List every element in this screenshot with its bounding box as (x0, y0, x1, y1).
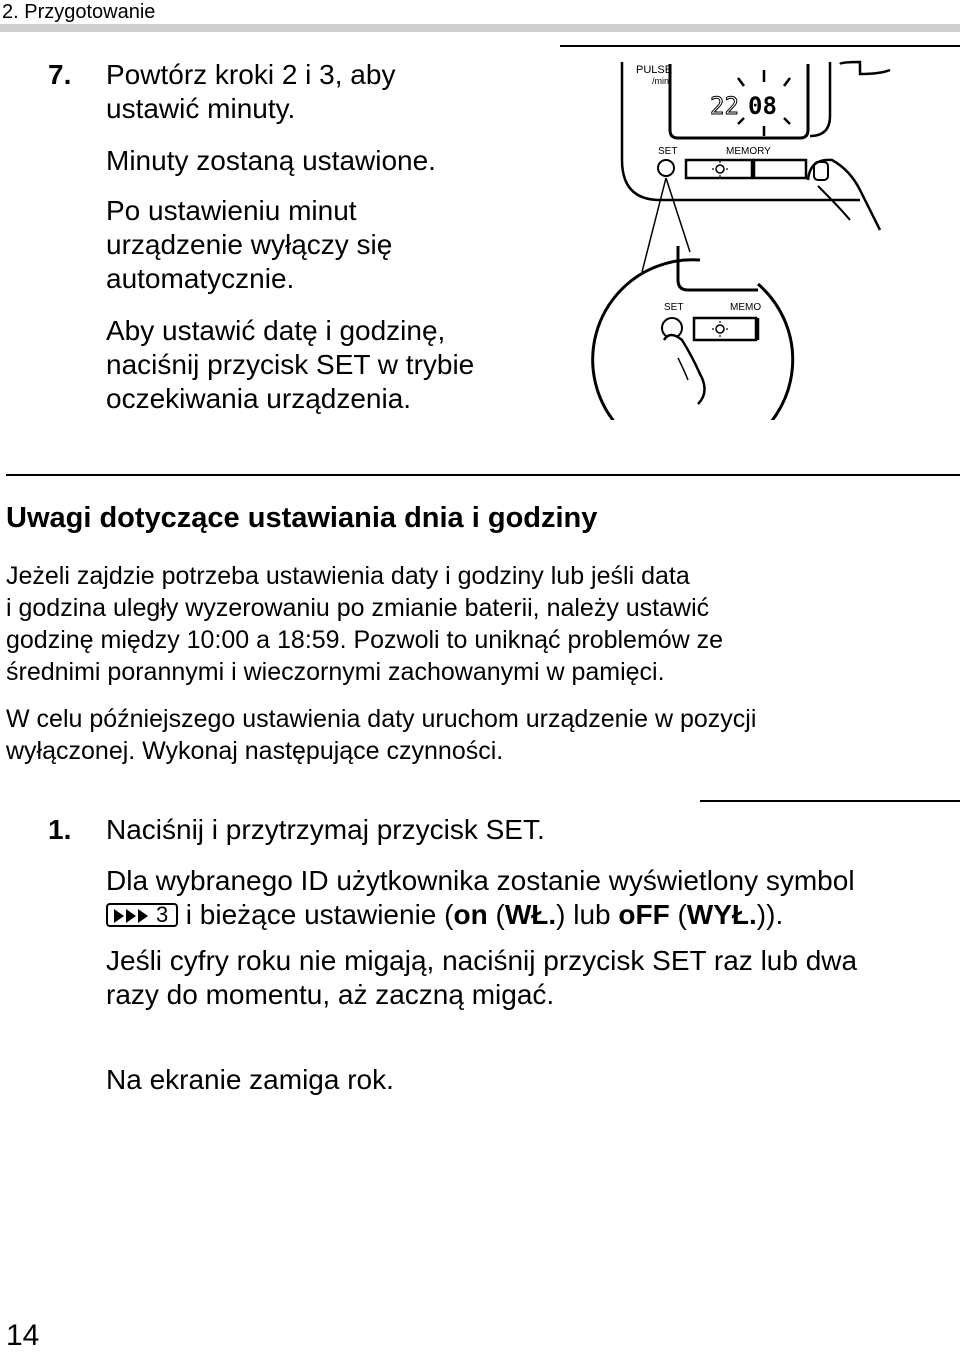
notes-para-1 (6, 560, 956, 688)
step-7-para-2-line: automatycznie. (106, 263, 295, 294)
pulse-unit: /min (652, 76, 670, 86)
zoom-circle (593, 260, 793, 420)
step-7-para-2-line: Po ustawieniu minut (106, 195, 357, 226)
on-value: on (453, 899, 488, 930)
zoom-set-label: SET (664, 302, 684, 313)
device-illustration (560, 40, 960, 420)
memory-label: MEMORY (726, 146, 771, 157)
step-1-para-1-line (106, 898, 956, 932)
page-number: 14 (6, 1319, 40, 1352)
step-7-para-3-line: naciśnij przycisk SET w trybie (106, 349, 475, 380)
evening-button (754, 160, 806, 178)
notes-para-1-line: Jeżeli zajdzie potrzeba ustawienia daty i godziny lub jeśli data (6, 562, 690, 590)
step-7-title (106, 58, 576, 126)
set-button (658, 160, 674, 176)
set-label: SET (658, 146, 678, 157)
symbol-digit: 3 (156, 902, 169, 927)
zoom-morning-button (694, 318, 756, 340)
off-translation: WYŁ. (686, 899, 757, 930)
step-7-title-line: Powtórz kroki 2 i 3, aby (106, 59, 396, 90)
step-1-title: Naciśnij i przytrzymaj przycisk SET. (106, 814, 545, 845)
step-7-para-3-line: oczekiwania urządzenia. (106, 383, 412, 414)
step-1-para-1-line: Dla wybranego ID użytkownika zostanie wyświetlony symbol (106, 865, 855, 896)
zoom-memory-label: MEMO (730, 302, 762, 313)
section-label: 2. Przygotowanie (2, 1, 156, 23)
text-segment: )). (756, 899, 784, 930)
user-id-3-symbol-icon (106, 903, 178, 927)
step-1-para-2 (106, 944, 956, 1012)
header-divider (0, 24, 960, 32)
step-7-para-2-line: urządzenie wyłączy się (106, 229, 393, 260)
step-divider (700, 800, 960, 802)
notes-para-2-line: wyłączonej. Wykonaj następujące czynności. (6, 737, 504, 765)
section-divider (6, 474, 960, 476)
step-7-number: 7. (48, 59, 72, 90)
notes-para-2 (6, 703, 956, 767)
pulse-label: PULSE (636, 64, 673, 76)
step-1-para-1 (106, 864, 956, 932)
step-7-para-3-line: Aby ustawić datę i godzinę, (106, 315, 446, 346)
on-translation: WŁ. (504, 899, 557, 930)
notes-title: Uwagi dotyczące ustawiania dnia i godziny (6, 502, 598, 534)
notes-para-1-line: średnimi porannymi i wieczornymi zachowanymi w pamięci. (6, 658, 665, 686)
text-segment: i bieżące ustawienie ( (178, 899, 454, 930)
step-1-para-2-line: Jeśli cyfry roku nie migają, naciśnij przycisk SET raz lub dwa (106, 945, 858, 976)
step-1-para-3: Na ekranie zamiga rok. (106, 1064, 394, 1095)
text-segment: ) lub (556, 899, 619, 930)
step-1-number: 1. (48, 814, 72, 845)
step-7-para-2 (106, 194, 576, 296)
text-segment: ( (487, 899, 505, 930)
off-value: oFF (618, 899, 670, 930)
display-minutes: 08 (748, 92, 777, 120)
step-7-title-line: ustawić minuty. (106, 93, 296, 124)
notes-para-1-line: i godzina uległy wyzerowaniu po zmianie baterii, należy ustawić (6, 594, 710, 622)
display-hours: 22 (710, 92, 739, 120)
step-7-para-1: Minuty zostaną ustawione. (106, 145, 436, 176)
step-7-para-3 (106, 314, 586, 416)
step-1-para-2-line: razy do momentu, aż zaczną migać. (106, 979, 555, 1010)
notes-para-2-line: W celu późniejszego ustawienia daty uruchom urządzenie w pozycji (6, 705, 757, 733)
text-segment: ( (669, 899, 687, 930)
morning-button (686, 160, 752, 178)
notes-para-1-line: godzinę między 10:00 a 18:59. Pozwoli to uniknąć problemów ze (6, 626, 724, 654)
